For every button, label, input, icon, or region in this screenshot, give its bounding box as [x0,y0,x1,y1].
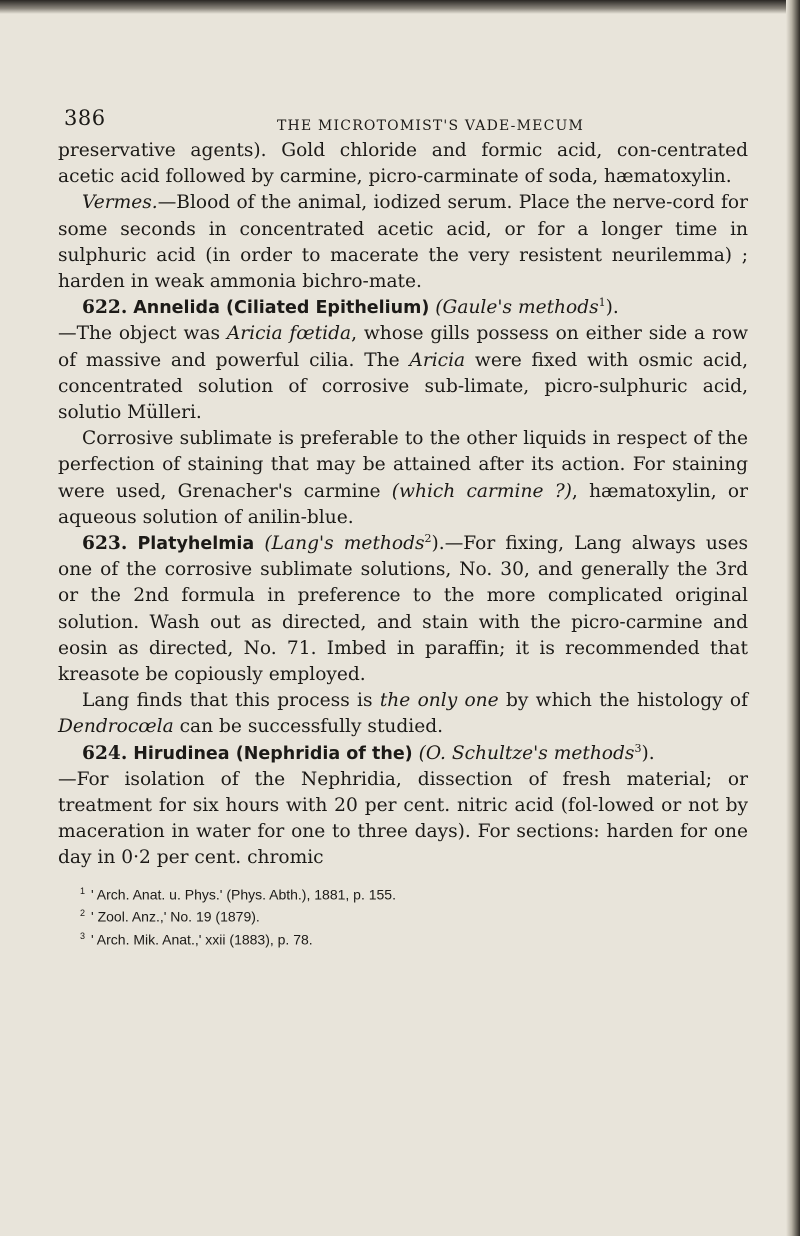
paragraph-text: —For fixing, Lang always uses one of the corrosive sublimate solutions, No. 30, and generally the 3rd or the 2nd formula in preference to the more complicated original solution. Wash out as directed, and stain with the picro-carmine and eosin as directed, No. 71. Imbed in paraffin; it is recommended that kreasote be copiously employed. [58,533,748,686]
scan-right-edge [786,0,800,1236]
book-page [58,96,748,950]
paragraph-text: Corrosive sublimate is preferable to the other liquids in respect of the perfection of staining that may be attained after its action. For staining were used, Grenacher's carmine [58,428,748,502]
genus-name: Dendrocœla [58,716,174,738]
paragraph-text: can be successfully studied. [173,716,444,738]
section-reference: (Gaule's methods [435,297,599,319]
section-number: 623. [82,533,128,555]
body-text [58,138,748,872]
emphasis: the only one [379,690,499,712]
running-title: THE MICROTOMIST'S VADE-MECUM [277,118,585,134]
footnote-ref: 2 [424,531,432,545]
footnotes [58,882,748,950]
footnote [58,927,748,950]
reference-close: ). [605,297,619,319]
section-title: Annelida (Ciliated Epithelium) [133,298,430,319]
reference-close: ). [431,533,445,555]
species-name: Aricia fœtida [226,323,352,345]
scan-top-edge [0,0,800,14]
paragraph-text: —For isolation of the Nephridia, dissection of fresh material; or treatment for six hours with 20 per cent. nitric acid (fol-lowed or not by maceration in water for one to three days). For sections: harden for one day in 0·2 per cent. chromic [58,768,748,869]
footnote-text: ' Zool. Anz.,' No. 19 (1879). [91,909,260,925]
footnote-ref: 1 [598,296,606,310]
footnote-text: ' Arch. Mik. Anat.,' xxii (1883), p. 78. [91,931,313,948]
section-number: 624. [82,742,128,764]
paragraph-text: were fixed with osmic acid, concentrated solution of corrosive sub-limate, picro-sulphuric acid, solutio Mülleri. [58,349,748,424]
paragraph-text: , whose gills possess on either side a row of massive and powerful cilia. The [58,323,748,371]
section-reference: (Lang's methods [264,533,425,555]
section-reference: (O. Schultze's methods [418,742,635,764]
section-623 [58,531,748,688]
paragraph-text: —Blood of the animal, iodized serum. Place the nerve-cord for some seconds in concentrated acetic acid, or for a longer time in sulphuric acid (in order to macerate the very resistent neurilemma) ; harden in weak ammonia bichro-mate. [58,192,748,293]
paragraph-text: , hæmatoxylin, or aqueous solution of anilin-blue. [58,480,748,528]
running-head [58,96,748,138]
paragraph-text: preservative agents). Gold chloride and formic acid, con-centrated acetic acid followed by carmine, picro-carminate of soda, hæmatoxylin. [58,140,748,188]
footnote-ref: 3 [634,741,642,755]
reference-close: ). [641,742,655,764]
paragraph-text: by which the histology of [498,690,748,712]
page-number: 386 [64,106,106,130]
paragraph-vermes [58,190,748,295]
section-title: Hirudinea (Nephridia of the) [133,743,413,764]
paragraph-corrosive [58,426,748,531]
section-624 [58,741,748,872]
footnote-text: ' Arch. Anat. u. Phys.' (Phys. Abth.), 1881, p. 155. [91,886,396,903]
footnote-mark: 2 [80,908,86,919]
vermes-label: Vermes. [82,192,158,214]
paragraph-text: —The object was [58,323,227,345]
genus-name: Aricia [409,349,466,371]
paragraph-text: Lang finds that this process is [82,690,380,712]
paragraph-preservative [58,138,748,190]
footnote-mark: 1 [80,885,86,896]
footnote [58,904,748,927]
section-622 [58,295,748,426]
section-number: 622. [82,297,128,319]
footnote-mark: 3 [80,931,86,941]
paragraph-lang [58,688,748,740]
footnote [58,882,748,905]
section-title: Platyhelmia [137,534,255,555]
paren-note: (which carmine ?) [391,480,572,502]
